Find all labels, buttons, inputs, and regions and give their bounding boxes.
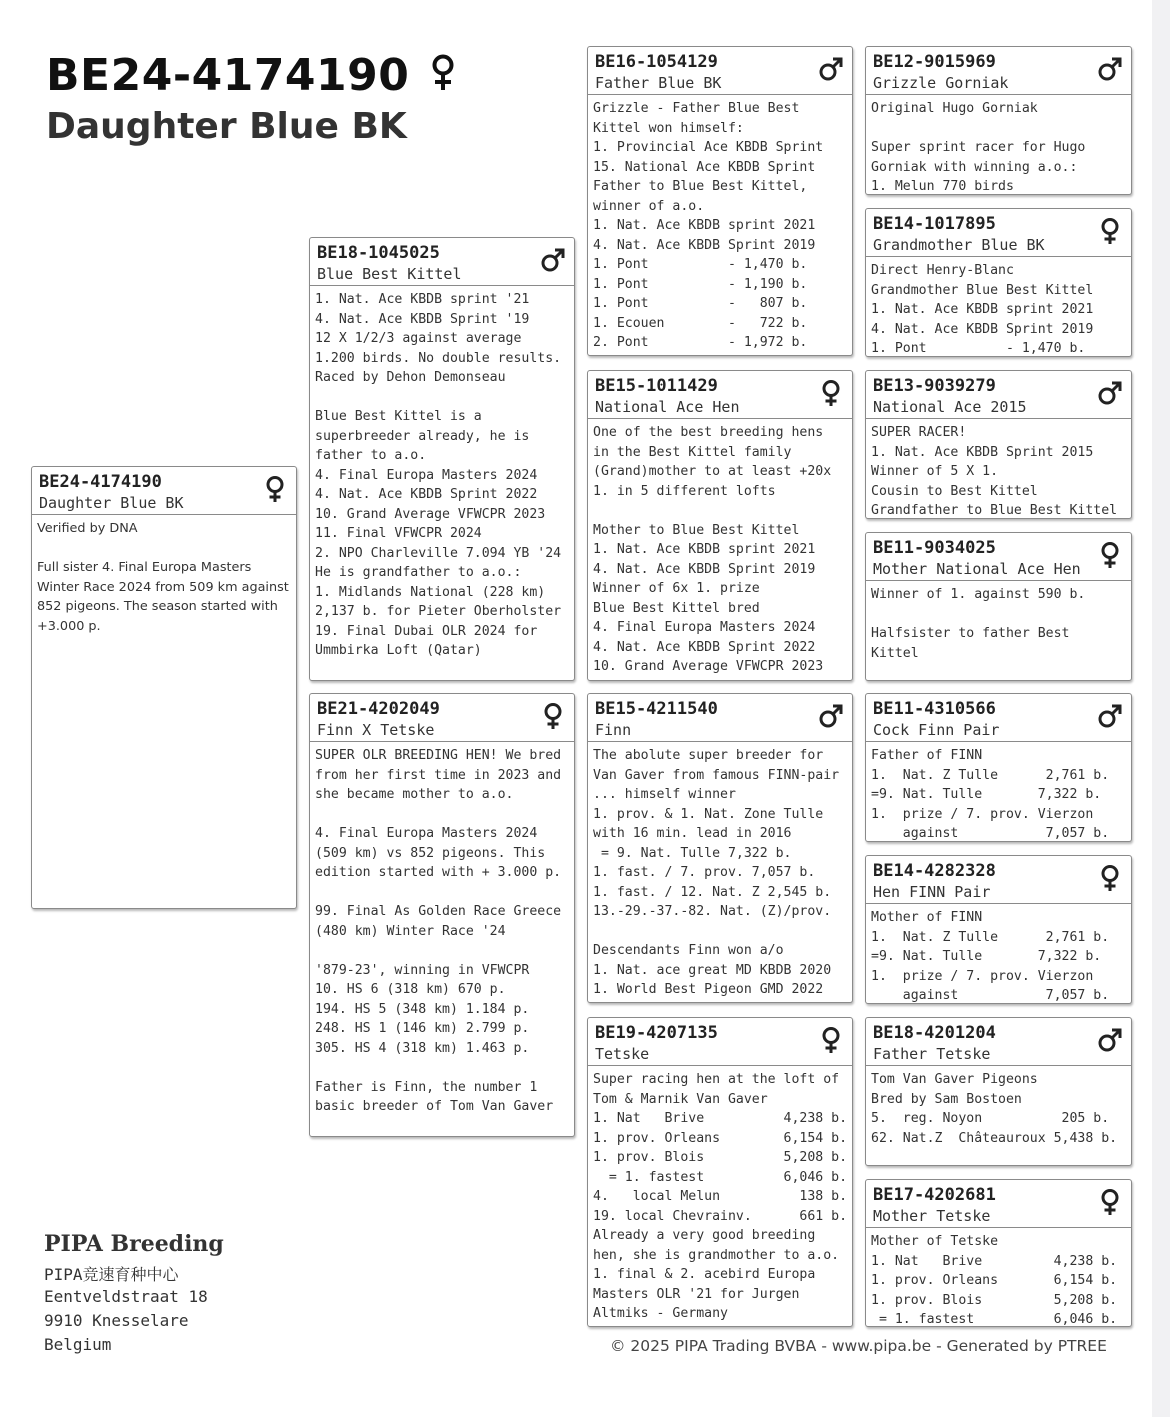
female-icon	[262, 475, 288, 503]
card-header	[866, 47, 1131, 95]
ring-number: BE16-1054129	[595, 52, 718, 72]
female-icon	[818, 379, 844, 407]
card-header	[866, 209, 1131, 257]
pedigree-card-ggp-2[interactable]	[865, 208, 1132, 357]
pigeon-name: Father Tetske	[873, 1045, 991, 1063]
pedigree-card-ggp-8[interactable]	[865, 1179, 1132, 1327]
ring-number: BE12-9015969	[873, 52, 996, 72]
pigeon-notes: 1. Nat. Ace KBDB sprint '21 4. Nat. Ace KBDB Sprint '19 12 X 1/2/3 against average 1.200 birds. No double results. Raced by Dehon Demonseau Blue Best Kittel is a superbreeder already, he is father to a.o. 4. Final Europa Masters 2024 4. Nat. Ace KBDB Sprint 2022 10. Grand Average VFWCPR 2023 11. Final VFWCPR 2024 2. NPO Charleville 7.094 YB '24 He is grandfather to a.o.: 1. Midlands National (228 km) 2,137 b. for Pieter Oberholster 19. Final Dubai OLR 2024 for Ummbirka Loft (Qatar)	[315, 292, 562, 658]
card-header	[866, 1018, 1131, 1066]
male-icon	[540, 246, 566, 274]
card-header	[866, 371, 1131, 419]
pedigree-card-ggp-4[interactable]	[865, 532, 1132, 681]
page-title	[46, 50, 457, 101]
female-icon	[1097, 541, 1123, 569]
pigeon-notes: Grizzle - Father Blue Best Kittel won himself: 1. Provincial Ace KBDB Sprint 15. National Ace KBDB Sprint Father to Blue Best Kittel, winner of a.o. 1. Nat. Ace KBDB sprint 2021 4. Nat. Ace KBDB Sprint 2019 1. Pont - 1,470 b. 1. Pont - 1,190 b. 1. Pont - 807 b. 1. Ecouen - 722 b. 2. Pont - 1,972 b.	[593, 101, 824, 350]
female-icon	[1097, 864, 1123, 892]
subject-ring: BE24-4174190	[46, 50, 410, 101]
ring-number: BE19-4207135	[595, 1023, 718, 1043]
female-icon	[540, 702, 566, 730]
card-header	[310, 694, 574, 742]
pigeon-notes: The abolute super breeder for Van Gaver from famous FINN-pair ... himself winner 1. prov. & 1. Nat. Zone Tulle with 16 min. lead in 2016 = 9. Nat. Tulle 7,322 b. 1. fast. / 7. prov. 7,057 b. 1. fast. / 12. Nat. Z 2,545 b. 13.-29.-37.-82. Nat. (Z)/prov. Descendants Finn won a/o 1. Nat. ace great MD KBDB 2020 1. World Best Pigeon GMD 2022	[593, 748, 840, 997]
subject-name: Daughter Blue BK	[46, 106, 407, 147]
ring-number: BE14-4282328	[873, 861, 996, 881]
ring-number: BE21-4202049	[317, 699, 440, 719]
pigeon-name: National Ace 2015	[873, 398, 1027, 416]
male-icon	[1097, 55, 1123, 83]
breeder-street: Eentveldstraat 18	[44, 1287, 208, 1306]
pigeon-name: Grizzle Gorniak	[873, 74, 1009, 92]
card-header	[588, 47, 852, 95]
pigeon-name: Finn	[595, 721, 632, 739]
pigeon-name: Father Blue BK	[595, 74, 722, 92]
pedigree-card-ggp-1[interactable]	[865, 46, 1132, 195]
ring-number: BE15-1011429	[595, 376, 718, 396]
card-header	[310, 238, 574, 286]
breeder-name-cn: PIPA竞速育种中心	[44, 1265, 179, 1284]
pigeon-name: Hen FINN Pair	[873, 883, 991, 901]
card-header	[866, 533, 1131, 581]
female-icon	[818, 1026, 844, 1054]
ring-number: BE11-9034025	[873, 538, 996, 558]
pigeon-notes: Father of FINN 1. Nat. Z Tulle 2,761 b. =9. Nat. Tulle 7,322 b. 1. prize / 7. prov. Vierzon against 7,057 b.	[871, 748, 1110, 841]
card-header	[588, 1018, 852, 1066]
ring-number: BE14-1017895	[873, 214, 996, 234]
pigeon-notes: Super racing hen at the loft of Tom & Marnik Van Gaver 1. Nat Brive 4,238 b. 1. prov. Orleans 6,154 b. 1. prov. Blois 5,208 b. = 1. fastest 6,046 b. 4. local Melun 138 b. 19. local Chevrainv. 661 b. Already a very good breeding hen, she is grandmother to a.o. 1. final & 2. acebird Europa Masters OLR '21 for Jurgen Altmiks - Germany	[593, 1072, 848, 1321]
pigeon-notes: Winner of 1. against 590 b. Halfsister to father Best Kittel	[871, 587, 1086, 661]
ring-number: BE13-9039279	[873, 376, 996, 396]
pedigree-card-sire-sire[interactable]	[587, 46, 853, 356]
male-icon	[818, 55, 844, 83]
card-header	[866, 694, 1131, 742]
ring-number: BE17-4202681	[873, 1185, 996, 1205]
copyright-footer: © 2025 PIPA Trading BVBA - www.pipa.be - Generated by PTREE	[610, 1337, 1107, 1355]
pigeon-name: Tetske	[595, 1045, 650, 1063]
ring-number: BE15-4211540	[595, 699, 718, 719]
pigeon-notes: Mother of Tetske 1. Nat Brive 4,238 b. 1. prov. Orleans 6,154 b. 1. prov. Blois 5,208 b. = 1. fastest 6,046 b.	[871, 1234, 1118, 1327]
ring-number: BE18-4201204	[873, 1023, 996, 1043]
pedigree-card-subject[interactable]	[31, 466, 297, 909]
male-icon	[1097, 1026, 1123, 1054]
card-header	[866, 1180, 1131, 1228]
pedigree-card-dam[interactable]	[309, 693, 575, 1137]
card-header	[588, 694, 852, 742]
pedigree-card-ggp-6[interactable]	[865, 855, 1132, 1004]
page-edge	[1152, 0, 1170, 1417]
pedigree-card-dam-sire[interactable]	[587, 693, 853, 1003]
card-header	[866, 856, 1131, 904]
card-header	[32, 467, 296, 515]
pigeon-notes: SUPER OLR BREEDING HEN! We bred from her first time in 2023 and she became mother to a.o. 4. Final Europa Masters 2024 (509 km) vs 852 pigeons. This edition started with + 3.000 p. 99. Final As Golden Race Greece (480 km) Winter Race '24 '879-23', winning in VFWCPR 10. HS 6 (318 km) 670 p. 194. HS 5 (348 km) 1.184 p. 248. HS 1 (146 km) 2.799 p. 305. HS 4 (318 km) 1.463 p. Father is Finn, the number 1 basic breeder of Tom Van Gaver	[315, 748, 562, 1114]
breeder-city: 9910 Knesselare	[44, 1311, 189, 1330]
pigeon-name: Cock Finn Pair	[873, 721, 1000, 739]
breeder-country: Belgium	[44, 1335, 112, 1354]
pigeon-notes: Original Hugo Gorniak Super sprint racer for Hugo Gorniak with winning a.o.: 1. Melun 770 birds	[871, 101, 1086, 194]
pigeon-name: Blue Best Kittel	[317, 265, 462, 283]
ring-number: BE24-4174190	[39, 472, 162, 492]
pigeon-name: National Ace Hen	[595, 398, 740, 416]
pigeon-notes: Tom Van Gaver Pigeons Bred by Sam Bostoen 5. reg. Noyon 205 b. 62. Nat.Z Châteauroux 5,438 b.	[871, 1072, 1118, 1146]
pedigree-card-ggp-3[interactable]	[865, 370, 1132, 519]
pedigree-card-ggp-7[interactable]	[865, 1017, 1132, 1166]
ring-number: BE18-1045025	[317, 243, 440, 263]
pedigree-card-dam-dam[interactable]	[587, 1017, 853, 1327]
card-header	[588, 371, 852, 419]
pigeon-notes: Direct Henry-Blanc Grandmother Blue Best Kittel 1. Nat. Ace KBDB sprint 2021 4. Nat. Ace KBDB Sprint 2019 1. Pont - 1,470 b.	[871, 263, 1094, 356]
male-icon	[1097, 702, 1123, 730]
male-icon	[818, 702, 844, 730]
pigeon-name: Mother Tetske	[873, 1207, 991, 1225]
pigeon-name: Finn X Tetske	[317, 721, 435, 739]
pigeon-notes: One of the best breeding hens in the Best Kittel family (Grand)mother to at least +20x 1. in 5 different lofts Mother to Blue Best Kittel 1. Nat. Ace KBDB sprint 2021 4. Nat. Ace KBDB Sprint 2019 Winner of 6x 1. prize Blue Best Kittel bred 4. Final Europa Masters 2024 4. Nat. Ace KBDB Sprint 2022 10. Grand Average VFWCPR 2023	[593, 425, 832, 674]
pigeon-notes: Mother of FINN 1. Nat. Z Tulle 2,761 b. =9. Nat. Tulle 7,322 b. 1. prize / 7. prov. Vierzon against 7,057 b.	[871, 910, 1110, 1003]
male-icon	[1097, 379, 1123, 407]
female-icon	[429, 54, 457, 92]
pedigree-card-sire-dam[interactable]	[587, 370, 853, 681]
pigeon-notes: SUPER RACER! 1. Nat. Ace KBDB Sprint 2015 Winner of 5 X 1. Cousin to Best Kittel Grandfather to Blue Best Kittel	[871, 425, 1118, 518]
breeder-name: PIPA Breeding	[44, 1231, 224, 1257]
pedigree-card-ggp-5[interactable]	[865, 693, 1132, 842]
female-icon	[1097, 1188, 1123, 1216]
pigeon-notes: Verified by DNA Full sister 4. Final Europa Masters Winter Race 2024 from 509 km against 852 pigeons. The season started with +3.000 p.	[37, 521, 289, 634]
ring-number: BE11-4310566	[873, 699, 996, 719]
pigeon-name: Daughter Blue BK	[39, 494, 184, 512]
pigeon-name: Mother National Ace Hen	[873, 560, 1081, 578]
pigeon-name: Grandmother Blue BK	[873, 236, 1045, 254]
pedigree-card-sire[interactable]	[309, 237, 575, 681]
female-icon	[1097, 217, 1123, 245]
